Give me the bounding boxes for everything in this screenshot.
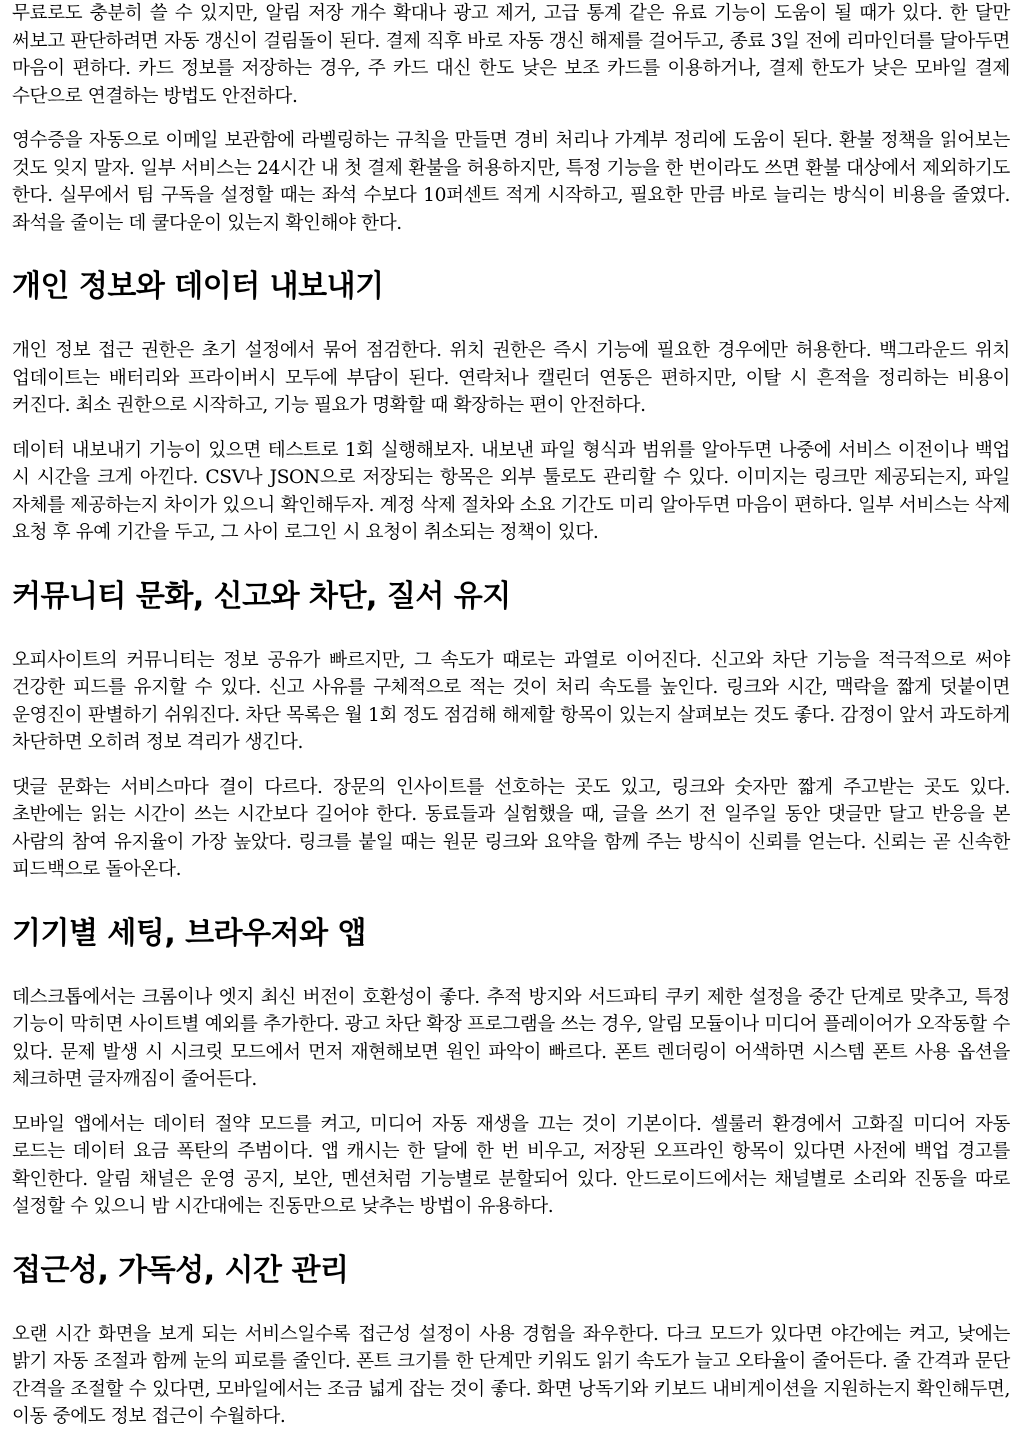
heading-device-settings: 기기별 세팅, 브라우저와 앱 <box>12 915 367 951</box>
paragraph-subscription-trial: 무료로도 충분히 쓸 수 있지만, 알림 저장 개수 확대나 광고 제거, 고급 통계 같은 유료 기능이 도움이 될 때가 있다. 한 달만 써보고 판단하려면 자동 갱신이 걸림돌이 된다. 결제 직후 바로 자동 갱신 해제를 걸어두고, 종료 3일 전에 리마인더를 달아두면 마음이 편하다. 카드 정보를 저장하는 경우, 주 카드 대신 한도 낮은 보조 카드를 이용하거나, 결제 한도가 낮은 모바일 결제 수단으로 연결하는 방법도 안전하다. <box>12 3 1010 107</box>
paragraph-report-block: 오피사이트의 커뮤니티는 정보 공유가 빠르지만, 그 속도가 때로는 과열로 이어진다. 신고와 차단 기능을 적극적으로 써야 건강한 피드를 유지할 수 있다. 신고 사유를 구체적으로 적는 것이 처리 속도를 높인다. 링크와 시간, 맥락을 짧게 덧붙이면 운영진이 판별하기 쉬워진다. 차단 목록은 월 1회 정도 점검해 해제할 항목이 있는지 살펴보는 것도 좋다. 감정이 앞서 과도하게 차단하면 오히려 정보 격리가 생긴다. <box>12 649 1010 753</box>
paragraph-mobile-app: 모바일 앱에서는 데이터 절약 모드를 켜고, 미디어 자동 재생을 끄는 것이 기본이다. 셀룰러 환경에서 고화질 미디어 자동 로드는 데이터 요금 폭탄의 주범이다. 앱 캐시는 한 달에 한 번 비우고, 저장된 오프라인 항목이 있다면 사전에 백업 경고를 확인한다. 알림 채널은 운영 공지, 보안, 멘션처럼 기능별로 분할되어 있다. 안드로이드에서는 채널별로 소리와 진동을 따로 설정할 수 있으니 밤 시간대에는 진동만으로 낮추는 방법이 유용하다. <box>12 1113 1010 1217</box>
heading-community-culture: 커뮤니티 문화, 신고와 차단, 질서 유지 <box>12 578 511 614</box>
paragraph-receipts-refunds: 영수증을 자동으로 이메일 보관함에 라벨링하는 규칙을 만들면 경비 처리나 가계부 정리에 도움이 된다. 환불 정책을 읽어보는 것도 잊지 말자. 일부 서비스는 24시간 내 첫 결제 환불을 허용하지만, 특정 기능을 한 번이라도 쓰면 환불 대상에서 제외하기도 한다. 실무에서 팀 구독을 설정할 때는 좌석 수보다 10퍼센트 적게 시작하고, 필요한 만큼 바로 늘리는 방식이 비용을 줄였다. 좌석을 줄이는 데 쿨다운이 있는지 확인해야 한다. <box>12 130 1010 234</box>
paragraph-permissions: 개인 정보 접근 권한은 초기 설정에서 묶어 점검한다. 위치 권한은 즉시 기능에 필요한 경우에만 허용한다. 백그라운드 위치 업데이트는 배터리와 프라이버시 모두에 부담이 된다. 연락처나 캘린더 연동은 편하지만, 이탈 시 흔적을 정리하는 비용이 커진다. 최소 권한으로 시작하고, 기능 필요가 명확할 때 확장하는 편이 안전하다. <box>12 340 1010 416</box>
paragraph-accessibility-settings: 오랜 시간 화면을 보게 되는 서비스일수록 접근성 설정이 사용 경험을 좌우한다. 다크 모드가 있다면 야간에는 켜고, 낮에는 밝기 자동 조절과 함께 눈의 피로를 줄인다. 폰트 크기를 한 단계만 키워도 읽기 속도가 늘고 오타율이 줄어든다. 줄 간격과 문단 간격을 조절할 수 있다면, 모바일에서는 조금 넓게 잡는 것이 좋다. 화면 낭독기와 키보드 내비게이션을 지원하는지 확인해두면, 이동 중에도 정보 접근이 수월하다. <box>12 1323 1010 1427</box>
paragraph-data-export: 데이터 내보내기 기능이 있으면 테스트로 1회 실행해보자. 내보낸 파일 형식과 범위를 알아두면 나중에 서비스 이전이나 백업 시 시간을 크게 아낀다. CSV나 JSON으로 저장되는 항목은 외부 툴로도 관리할 수 있다. 이미지는 링크만 제공되는지, 파일 자체를 제공하는지 차이가 있으니 확인해두자. 계정 삭제 절차와 소요 기간도 미리 알아두면 마음이 편하다. 일부 서비스는 삭제 요청 후 유예 기간을 두고, 그 사이 로그인 시 요청이 취소되는 정책이 있다. <box>12 439 1010 543</box>
heading-privacy-data-export: 개인 정보와 데이터 내보내기 <box>12 269 384 304</box>
paragraph-comment-culture: 댓글 문화는 서비스마다 결이 다르다. 장문의 인사이트를 선호하는 곳도 있고, 링크와 숫자만 짧게 주고받는 곳도 있다. 초반에는 읽는 시간이 쓰는 시간보다 길어야 한다. 동료들과 실험했을 때, 글을 쓰기 전 일주일 동안 댓글만 달고 반응을 본 사람의 참여 유지율이 가장 높았다. 링크를 붙일 때는 원문 링크와 요약을 함께 주는 방식이 신뢰를 얻는다. 신뢰는 곧 신속한 피드백으로 돌아온다. <box>12 776 1010 880</box>
paragraph-desktop-browser: 데스크톱에서는 크롬이나 엣지 최신 버전이 호환성이 좋다. 추적 방지와 서드파티 쿠키 제한 설정을 중간 단계로 맞추고, 특정 기능이 막히면 사이트별 예외를 추가한다. 광고 차단 확장 프로그램을 쓰는 경우, 알림 모듈이나 미디어 플레이어가 오작동할 수 있다. 문제 발생 시 시크릿 모드에서 먼저 재현해보면 원인 파악이 빠르다. 폰트 렌더링이 어색하면 시스템 폰트 사용 옵션을 체크하면 글자깨짐이 줄어든다. <box>12 986 1010 1090</box>
heading-accessibility: 접근성, 가독성, 시간 관리 <box>12 1252 349 1288</box>
